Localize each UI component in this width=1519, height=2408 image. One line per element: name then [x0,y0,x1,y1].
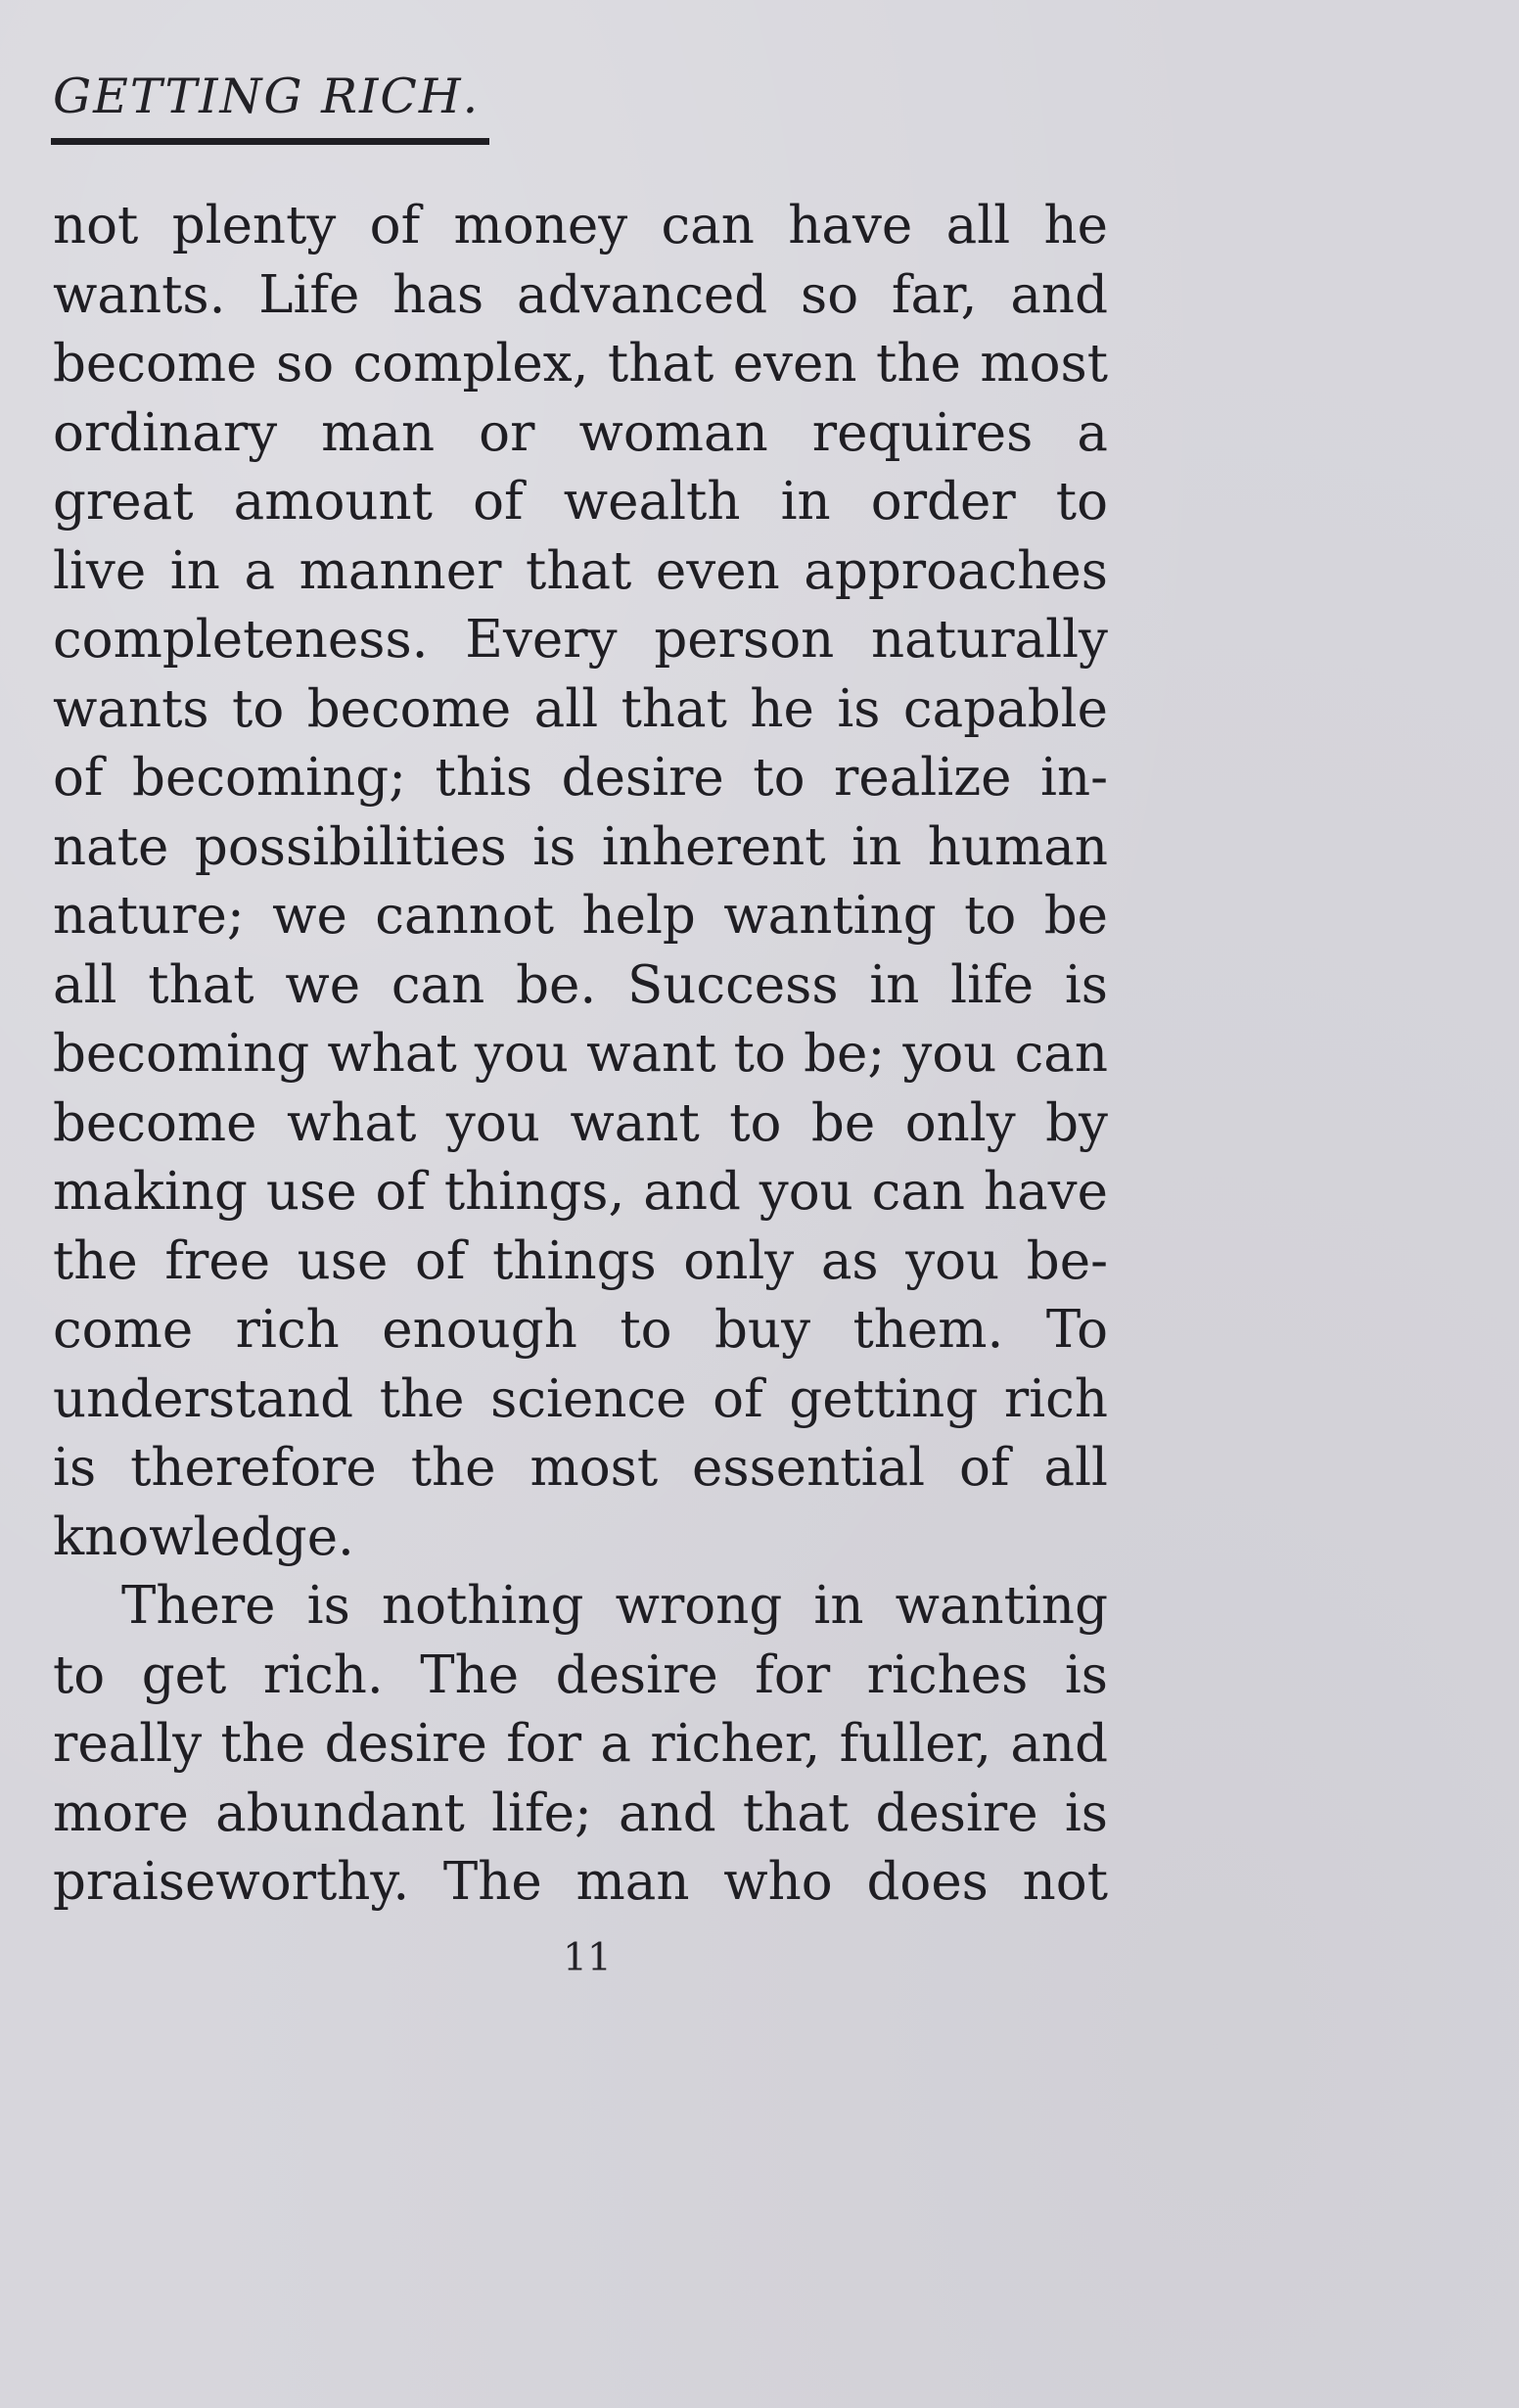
text-line: praiseworthy. The man who does not [53,1852,1108,1912]
page-number: 11 [563,1936,612,1980]
text-line: ordinary man or woman requires a [53,402,1108,463]
text-line: is therefore the most essential of all [53,1438,1108,1498]
text-line: understand the science of getting rich [53,1368,1108,1429]
running-head-rule [51,138,489,145]
running-head: GETTING RICH. [53,69,481,124]
text-line: There is nothing wrong in wanting [121,1576,1108,1636]
text-line: knowledge. [53,1506,354,1567]
text-line: become so complex, that even the most [53,334,1108,394]
text-line: making use of things, and you can have [53,1162,1108,1222]
text-line: more abundant life; and that desire is [53,1783,1108,1843]
text-line: nature; we cannot help wanting to be [53,886,1108,946]
text-line: become what you want to be only by [53,1092,1108,1153]
text-line: nate possibilities is inherent in human [53,816,1108,877]
text-line: becoming what you want to be; you can [53,1024,1108,1084]
text-line: wants to become all that he is capable [53,678,1108,739]
text-line: all that we can be. Success in life is [53,954,1108,1015]
text-line: of becoming; this desire to realize in- [53,748,1108,808]
text-line: not plenty of money can have all he [53,196,1108,255]
text-line: great amount of wealth in order to [53,472,1108,532]
text-line: the free use of things only as you be- [53,1230,1108,1291]
text-line: to get rich. The desire for riches is [53,1644,1108,1705]
text-line: wants. Life has advanced so far, and [53,264,1108,325]
text-line: really the desire for a richer, fuller, and [53,1714,1108,1774]
body-text [53,192,1108,1918]
text-line: live in a manner that even approaches [53,540,1108,601]
text-line: come rich enough to buy them. To [53,1300,1108,1360]
text-line: completeness. Every person naturally [53,610,1108,670]
